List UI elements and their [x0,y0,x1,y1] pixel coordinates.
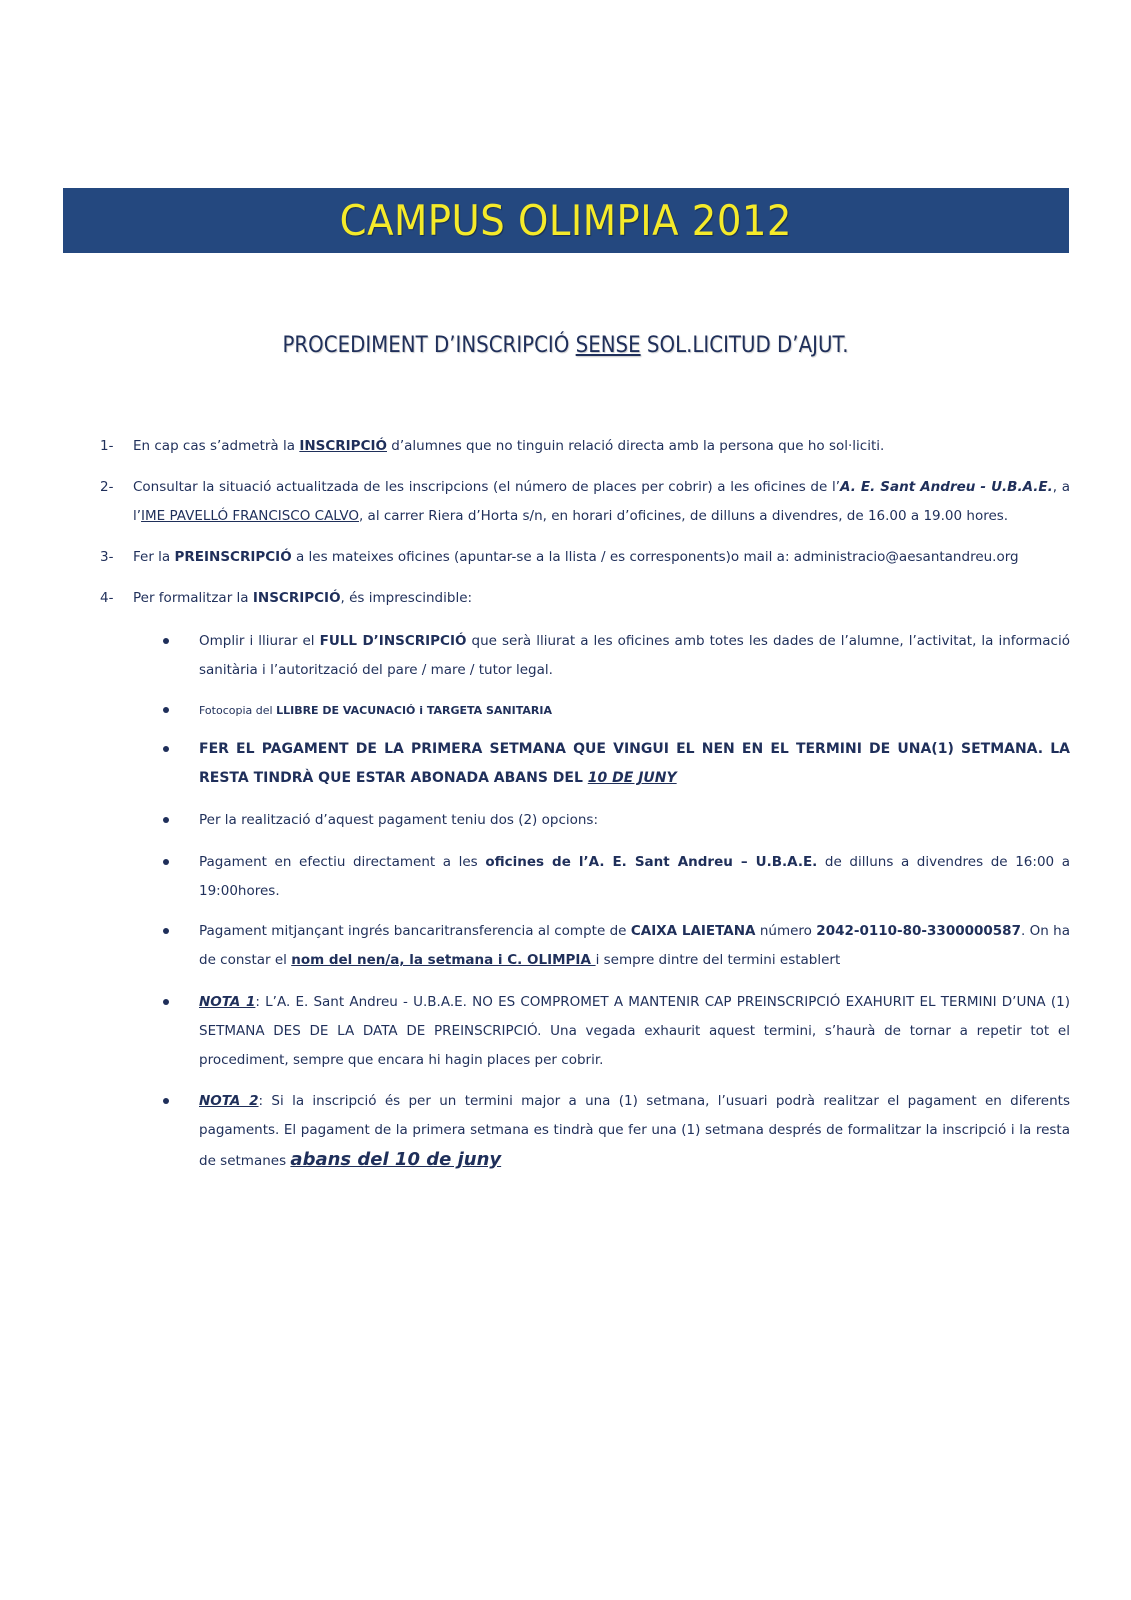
bullet-icon [163,1098,169,1104]
bullet-icon [163,638,169,644]
note-label: NOTA 2 [199,1093,259,1109]
item-emphasis: INSCRIPCIÓ [252,590,341,606]
numbered-item-3 [100,543,1070,572]
item-number: 2- [100,479,114,495]
item-number: 1- [100,438,114,454]
item-text: , a l’ [133,479,1070,524]
item-emphasis: PREINSCRIPCIÓ [174,549,292,565]
item-text: a les mateixes oficines (apuntar-se a la llista / es corresponents)o mail a: administracio@aesantandreu.org [291,549,1019,565]
bullet-text: FER EL PAGAMENT DE LA PRIMERA SETMANA QUE VINGUI EL NEN EN EL TERMINI DE UNA(1) SETMANA. LA RESTA TINDRÀ QUE ESTAR ABONADA ABANS DEL [199,741,1070,786]
bullet-item-5 [163,848,1070,906]
bullet-item-2 [163,696,1070,725]
item-text: , és imprescindible: [340,590,473,606]
item-emphasis: INSCRIPCIÓ [299,438,387,454]
venue-name: IME PAVELLÓ FRANCISCO CALVO [141,508,359,524]
item-text: Fer la [133,549,175,565]
organization-name: A. E. Sant Andreu - U.B.A.E. [840,479,1053,495]
bullet-item-6 [163,917,1070,975]
item-number: 3- [100,549,114,565]
bullet-emphasis: FULL D’INSCRIPCIÓ [319,633,467,649]
bullet-icon [163,999,169,1005]
item-text: En cap cas s’admetrà la [133,438,300,454]
bank-name: CAIXA LAIETANA [630,923,756,939]
bullet-text: : L’A. E. Sant Andreu - U.B.A.E. NO ES COMPROMET A MANTENIR CAP PREINSCRIPCIÓ EXAHURIT EL TERMINI D’UNA (1) SETMANA DES DE LA DATA DE PREINSCRIPCIÓ. Una vegada exhaurit aquest termini, s’haurà de tornar a repetir tot el procediment, sempre que encara hi hagin places per cobrir. [199,994,1070,1068]
bullet-text: de dilluns a divendres de 16:00 a 19:00hores. [199,854,1070,899]
bullet-item-1 [163,627,1070,685]
bullet-emphasis: LLIBRE DE VACUNACIÓ i TARGETA SANITARIA [276,704,552,717]
subtitle-pre: PROCEDIMENT D’INSCRIPCIÓ [282,333,576,358]
deadline-date: abans del 10 de juny [290,1149,502,1170]
note-label: NOTA 1 [199,994,256,1010]
bullet-text: . On ha de constar el [199,923,1070,968]
numbered-item-4 [100,584,1070,613]
item-text: Per formalitzar la [133,590,253,606]
bullet-text: Omplir i lliurar el [199,633,320,649]
bullet-emphasis: nom del nen/a, la setmana i C. OLIMPIA [291,952,596,968]
document-title: CAMPUS OLIMPIA 2012 [339,196,793,245]
bullet-item-8 [163,1087,1070,1176]
bullet-icon [163,859,169,865]
item-text: d’alumnes que no tinguin relació directa amb la persona que ho sol·liciti. [386,438,885,454]
bullet-text: i sempre dintre del termini establert [595,952,841,968]
organization-name: oficines de l’A. E. Sant Andreu – U.B.A.E. [485,854,818,870]
bullet-text: que serà lliurat a les oficines amb totes les dades de l’alumne, l’activitat, la informació sanitària i l’autorització del pare / mare / tutor legal. [199,633,1070,678]
bullet-text: Per la realització d’aquest pagament teniu dos (2) opcions: [199,812,599,828]
bullet-item-7 [163,988,1070,1075]
deadline-date: 10 DE JUNY [587,770,677,786]
bullet-text: Fotocopia del [199,704,277,717]
bullet-icon [163,928,169,934]
bullet-item-3 [163,735,1070,793]
bullet-icon [163,817,169,823]
bullet-text: Pagament en efectiu directament a les [199,854,486,870]
item-text: Consultar la situació actualitzada de les inscripcions (el número de places per cobrir) a les oficines de l’ [133,479,840,495]
bullet-text: : Si la inscripció és per un termini major a una (1) setmana, l’usuari podrà realitzar el pagament en diferents pagaments. El pagament de la primera setmana es tindrà que fer una (1) setmana després de formalitzar la inscripció i la resta de setmanes [199,1093,1070,1169]
bullet-text: Pagament mitjançant ingrés bancaritransferencia al compte de [199,923,631,939]
item-text: , al carrer Riera d’Horta s/n, en horari d’oficines, de dilluns a divendres, de 16.00 a 19.00 hores. [358,508,1009,524]
account-number: 2042-0110-80-3300000587 [816,923,1021,939]
numbered-item-1 [100,432,1070,461]
subtitle-emphasis: SENSE [575,333,641,358]
bullet-icon [163,746,169,752]
bullet-icon [163,707,169,713]
bullet-text: número [755,923,817,939]
bullet-item-4 [163,806,1070,835]
document-subtitle [57,333,1075,358]
item-number: 4- [100,590,114,606]
numbered-item-2 [100,473,1070,531]
subtitle-post: SOL.LICITUD D’AJUT. [640,333,849,358]
title-banner [63,188,1069,253]
